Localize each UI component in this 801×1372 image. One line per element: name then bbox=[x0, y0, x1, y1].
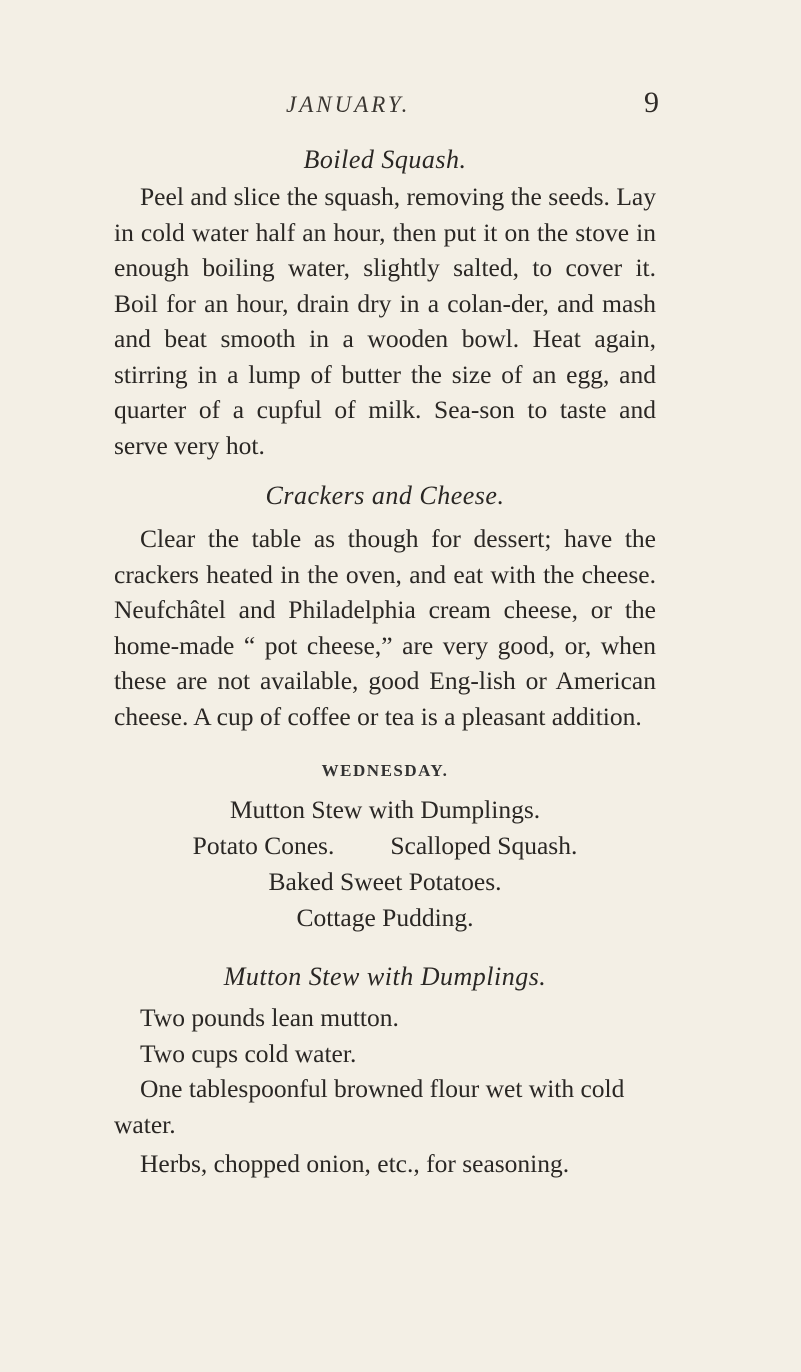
recipe-title: Crackers and Cheese. bbox=[265, 481, 505, 510]
recipe-title: Boiled Squash. bbox=[303, 145, 467, 174]
menu-item: Cottage Pudding. bbox=[296, 903, 474, 932]
menu-item: Baked Sweet Potatoes. bbox=[268, 867, 502, 896]
recipe-mutton-stew bbox=[114, 958, 656, 1182]
ingredient-line: Two cups cold water. bbox=[140, 1038, 357, 1068]
menu-item: Mutton Stew with Dumplings. bbox=[229, 795, 541, 824]
running-title: JANUARY. bbox=[286, 92, 411, 117]
ingredient-line: Two pounds lean mutton. bbox=[140, 1003, 399, 1032]
menu-item: Potato Cones. bbox=[192, 831, 335, 860]
page-number: 9 bbox=[644, 86, 659, 119]
menu-list bbox=[114, 792, 656, 936]
recipe-text: Peel and slice the squash, removing the seeds. Lay in cold water half an hour, then put it on the stove in enough boiling water, slightly salted, to cover it. Boil for an hour, drain dry in a colan-der, and mash and beat smooth in a wooden bowl. Heat again, stirring in a lump of butter the size of an egg, and quarter of a cupful of milk. Sea-son to taste and serve very hot. bbox=[114, 182, 656, 460]
recipe-boiled-squash bbox=[114, 141, 656, 463]
ingredient-line: One tablespoonful browned flour wet with cold water. bbox=[114, 1074, 625, 1139]
recipe-text: Clear the table as though for dessert; have the crackers heated in the oven, and eat with the cheese. Neufchâtel and Philadelphia cream cheese, or the home-made “ pot cheese,” are very good, or, when these are not available, good Eng-lish or American cheese. A cup of coffee or tea is a pleasant addition. bbox=[114, 524, 656, 731]
ingredient-line: Herbs, chopped onion, etc., for seasoning. bbox=[140, 1149, 570, 1178]
day-heading: WEDNESDAY. bbox=[321, 761, 449, 780]
running-head bbox=[0, 86, 801, 132]
day-menu-wednesday bbox=[114, 756, 656, 936]
page-body bbox=[114, 141, 656, 1182]
recipe-title: Mutton Stew with Dumplings. bbox=[223, 962, 547, 991]
recipe-crackers-and-cheese bbox=[114, 477, 656, 734]
menu-item: Scalloped Squash. bbox=[390, 831, 578, 860]
